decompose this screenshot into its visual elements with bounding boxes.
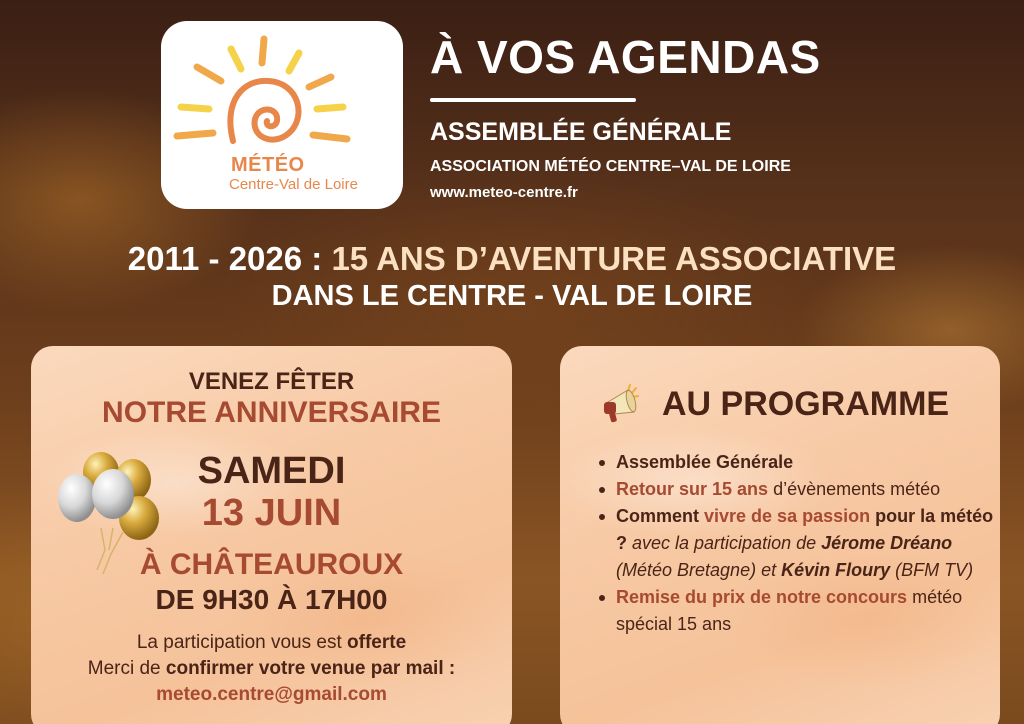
logo — [161, 21, 403, 209]
sun-spiral-icon — [161, 21, 403, 161]
website-link[interactable]: www.meteo-centre.fr — [430, 184, 578, 201]
event-details-card — [31, 346, 512, 724]
logo-title: MÉTÉO — [231, 154, 305, 176]
invite-line: VENEZ FÊTER — [188, 368, 355, 395]
list-item: Remise du prix de notre concours météo spécial 15 ans — [596, 584, 996, 638]
tagline-highlight: 15 ANS D’AVENTURE ASSOCIATIVE — [331, 240, 897, 277]
tagline-years: 2011 - 2026 : — [127, 240, 332, 277]
tagline-region: DANS LE CENTRE - VAL DE LOIRE — [271, 280, 753, 312]
program-card — [560, 346, 1000, 724]
event-name: ASSEMBLÉE GÉNÉRALE — [430, 118, 732, 146]
event-city: À CHÂTEAUROUX — [139, 548, 404, 581]
megaphone-icon — [600, 382, 654, 426]
program-title: AU PROGRAMME — [662, 384, 950, 423]
confirm-note: Merci de confirmer votre venue par mail : — [87, 658, 456, 679]
list-item: Retour sur 15 ans d’évènements météo — [596, 476, 996, 503]
list-item: Assemblée Générale — [596, 449, 996, 476]
organization-name: ASSOCIATION MÉTÉO CENTRE–VAL DE LOIRE — [430, 158, 791, 175]
list-item: Comment vivre de sa passion pour la météo ? avec la participation de Jérome Dréano (Météo Bretagne) et Kévin Floury (BFM TV) — [596, 503, 996, 584]
event-date: 13 JUIN — [201, 492, 342, 534]
anniversary-tagline — [0, 240, 1024, 278]
anniversary-line: NOTRE ANNIVERSAIRE — [102, 396, 441, 429]
event-hours: DE 9H30 À 17H00 — [155, 584, 388, 615]
program-header — [600, 382, 949, 426]
event-day: SAMEDI — [197, 450, 346, 492]
program-list — [596, 449, 996, 638]
page-title: À VOS AGENDAS — [430, 31, 821, 83]
title-divider — [430, 98, 636, 102]
participation-note: La participation vous est offerte — [136, 632, 407, 653]
logo-subtitle: Centre-Val de Loire — [229, 176, 358, 193]
contact-email-link[interactable]: meteo.centre@gmail.com — [156, 684, 387, 705]
